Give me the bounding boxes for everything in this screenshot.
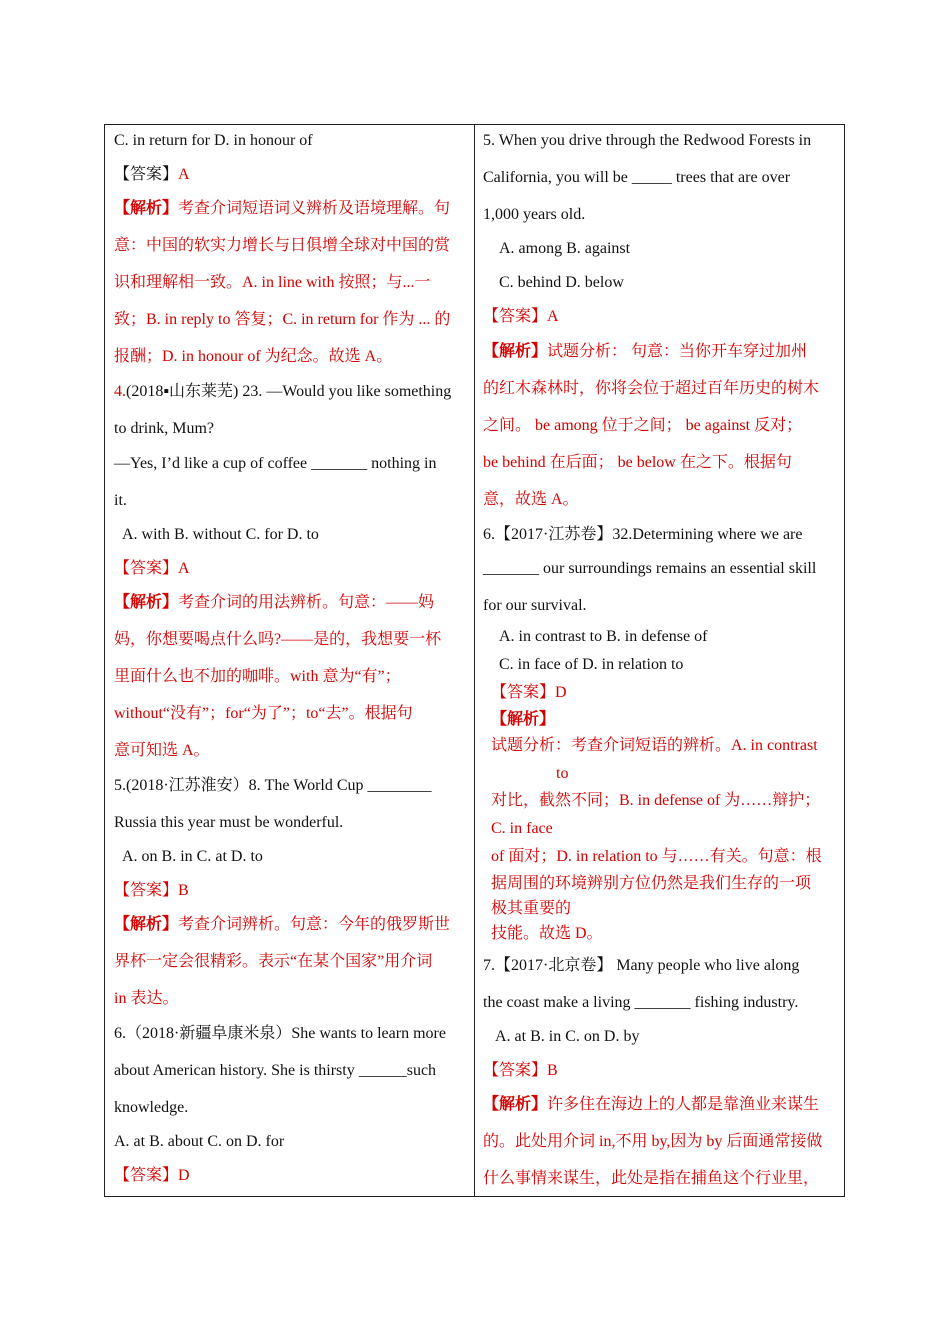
answer-value: D [555,684,567,701]
answer-line [483,683,836,703]
explanation-line: 识和理解相一致。A. in line with 按照；与...一 [114,274,431,291]
explanation-line: 界杯一定会很精彩。表示“在某个国家”用介词 [114,953,433,970]
explanation-line: to [556,765,569,782]
answer-line [114,881,466,901]
explanation-line [114,199,466,219]
explanation-text: 考查介词的用法辨析。句意：——妈 [178,594,435,611]
question-line: about American history. She is thirsty ______such [114,1062,437,1079]
answer-value: B [178,882,189,899]
options-line: A. in contrast to B. in defense of [499,628,708,645]
explanation-line: 报酬；D. in honour of 为纪念。故选 A。 [114,348,393,365]
answer-tag: 【答案】 [114,882,179,899]
answer-tag: 【答案】 [114,166,179,183]
question-line: 1,000 years old. [483,206,586,223]
explanation-line: 妈，你想要喝点什么吗?——是的，我想要一杯 [114,631,442,648]
explanation-text: 考查介词辨析。句意：今年的俄罗斯世 [178,916,451,933]
option-line: C. in return for D. in honour of [114,132,313,149]
question-line: California, you will be _____ trees that are over [483,169,791,186]
explanation-tag: 【解析】 [114,916,179,933]
question-7-heading: 7.【2017·北京卷】 Many people who live along [483,957,800,974]
explanation-line: 据周围的环境辨别方位仍然是我们生存的一项 [491,875,812,892]
answer-value: D [178,1167,190,1184]
question-line: _______ our surroundings remains an essential skill [483,560,817,577]
explanation-line: 极其重要的 [491,900,572,917]
answer-tag: 【答案】 [483,308,548,325]
answer-value: A [178,166,190,183]
exercise-table [104,124,845,1197]
explanation-line: be behind 在后面； be below 在之下。根据句 [483,454,792,471]
question-line: it. [114,492,127,509]
answer-value: B [547,1062,558,1079]
explanation-tag: 【解析】 [491,711,556,728]
explanation-tag: 【解析】 [483,1096,548,1113]
explanation-line: 里面什么也不加的咖啡。with 意为“有”； [114,668,401,685]
explanation-line: 意，故选 A。 [483,491,579,508]
question-line: knowledge. [114,1099,189,1116]
question-line: for our survival. [483,597,587,614]
explanation-line: 的红木森林时，你将会位于超过百年历史的树木 [483,380,820,397]
explanation-line: 什么事情来谋生，此处是指在捕鱼这个行业里， [483,1170,820,1187]
answer-line [483,307,836,327]
explanation-line: of 面对；D. in relation to 与……有关。句意：根 [491,848,822,865]
options-line: A. at B. about C. on D. for [114,1133,285,1150]
question-line: to drink, Mum? [114,420,214,437]
question-line: Russia this year must be wonderful. [114,814,344,831]
explanation-line: without“没有”；for“为了”；to“去”。根据句 [114,705,413,722]
question-line: the coast make a living _______ fishing industry. [483,994,799,1011]
question-text: (2018▪山东莱芜) 23. —Would you like something [126,383,452,400]
answer-value: A [547,308,559,325]
explanation-line [114,593,466,613]
explanation-line: 之间。 be among 位于之间； be against 反对； [483,417,803,434]
question-line: —Yes, I’d like a cup of coffee _______ nothing in [114,455,437,472]
explanation-line: 技能。故选 D。 [491,925,603,942]
options-line: A. on B. in C. at D. to [122,848,263,865]
explanation-line: 致；B. in reply to 答复；C. in return for 作为 ... 的 [114,311,451,328]
explanation-line: 试题分析：考查介词短语的辨析。A. in contrast [491,737,818,754]
options-line: C. behind D. below [499,274,624,291]
question-4-heading [114,382,466,402]
explanation-text: 许多住在海边上的人都是靠渔业来谋生 [547,1096,820,1113]
answer-line [114,165,466,185]
explanation-tag: 【解析】 [114,594,179,611]
explanation-line: C. in face [491,820,553,837]
explanation-line: in 表达。 [114,990,179,1007]
explanation-line: 的。此处用介词 in,不用 by,因为 by 后面通常接做 [483,1133,823,1150]
explanation-line [114,915,466,935]
explanation-line [483,342,836,362]
question-5-heading: 5. When you drive through the Redwood Forests in [483,132,812,149]
answer-tag: 【答案】 [491,684,556,701]
explanation-line: 意可知选 A。 [114,742,210,759]
answer-tag: 【答案】 [114,560,179,577]
explanation-line [483,1095,836,1115]
left-column [105,125,475,1196]
options-line: C. in face of D. in relation to [499,656,684,673]
answer-line [114,1166,466,1186]
answer-tag: 【答案】 [114,1167,179,1184]
answer-tag: 【答案】 [483,1062,548,1079]
options-line: A. at B. in C. on D. by [495,1028,640,1045]
explanation-line: 对比，截然不同；B. in defense of 为……辩护； [491,792,821,809]
options-line: A. among B. against [499,240,631,257]
explanation-line: 意：中国的软实力增长与日俱增全球对中国的赏 [114,237,451,254]
explanation-text: 考查介词短语词义辨析及语境理解。句 [178,200,451,217]
question-5-heading: 5.(2018·江苏淮安）8. The World Cup ________ [114,777,432,794]
explanation-text: 试题分析： 句意：当你开车穿过加州 [547,343,808,360]
answer-line [483,1061,836,1081]
options-line: A. with B. without C. for D. to [122,526,319,543]
question-6-heading: 6.（2018·新疆阜康米泉）She wants to learn more [114,1025,446,1042]
question-number: 4. [114,383,126,400]
explanation-tag: 【解析】 [114,200,179,217]
answer-line [114,559,466,579]
answer-value: A [178,560,190,577]
question-6-heading: 6.【2017·江苏卷】32.Determining where we are [483,526,803,543]
right-column [475,125,844,1196]
explanation-tag: 【解析】 [483,343,548,360]
